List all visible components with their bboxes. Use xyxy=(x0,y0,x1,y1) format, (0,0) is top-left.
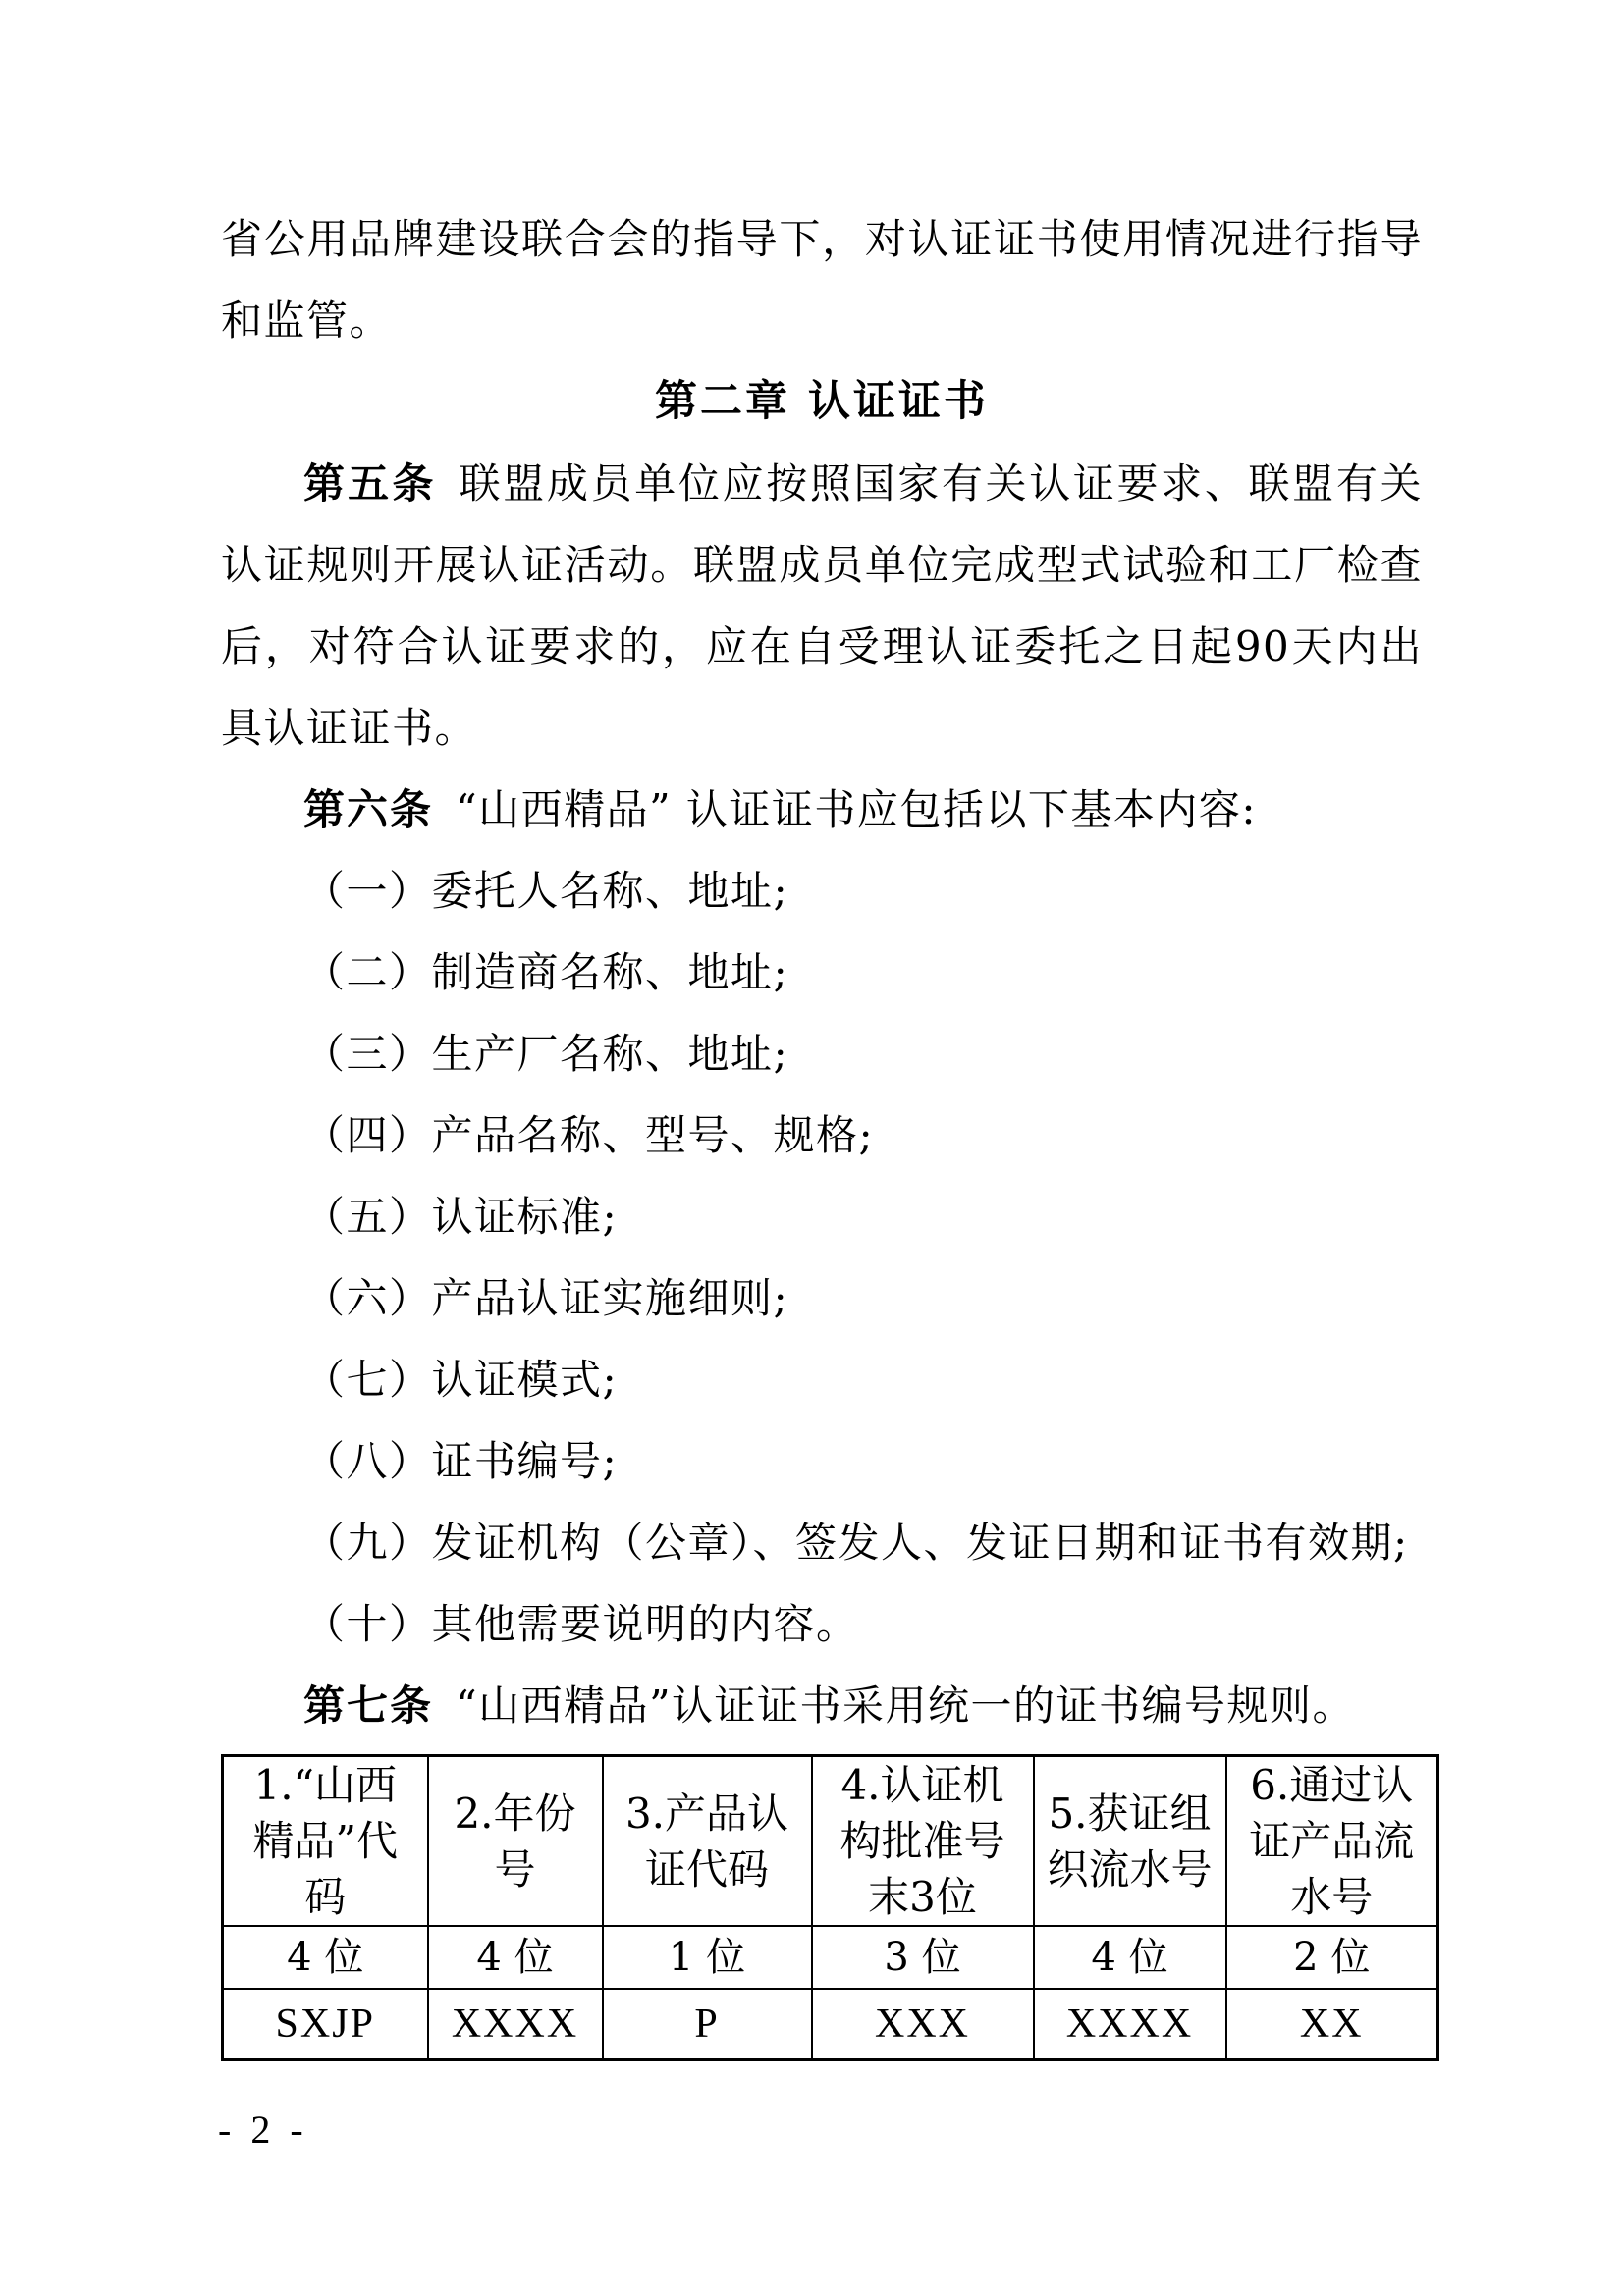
intro-paragraph: 省公用品牌建设联合会的指导下，对认证证书使用情况进行指导和监管。 xyxy=(221,215,1423,345)
article-6-item-5: （五）认证标准; xyxy=(303,1193,619,1241)
page-number: - 2 - xyxy=(218,2108,308,2152)
table-digits-row xyxy=(223,1926,1438,1989)
table-header-cell: 4.认证机构批准号末3位 xyxy=(812,1756,1034,1927)
table-code-cell: XXXX xyxy=(1034,1989,1226,2060)
table-digit-cell: 4 位 xyxy=(223,1926,428,1989)
article-6-item-1: （一）委托人名称、地址; xyxy=(303,867,789,915)
certificate-number-table xyxy=(221,1754,1439,2061)
table-digit-cell: 2 位 xyxy=(1226,1926,1438,1989)
article-6-item-4: （四）产品名称、型号、规格; xyxy=(303,1111,875,1159)
table-codes-row xyxy=(223,1989,1438,2060)
table-digit-cell: 4 位 xyxy=(428,1926,603,1989)
article-7-label: 第七条 xyxy=(303,1682,434,1730)
article-5-text: 联盟成员单位应按照国家有关认证要求、联盟有关认证规则开展认证活动。联盟成员单位完成型式试验和工厂检查后，对符合认证要求的，应在自受理认证委托之日起90天内出具认证证书。 xyxy=(221,459,1423,752)
article-6-item-10: （十）其他需要说明的内容。 xyxy=(303,1600,859,1648)
table-header-cell: 1.“山西精品”代码 xyxy=(223,1756,428,1927)
article-6-item-9: （九）发证机构（公章）、签发人、发证日期和证书有效期; xyxy=(303,1519,1409,1567)
article-7-paragraph xyxy=(221,1665,1423,1746)
article-6-paragraph xyxy=(221,769,1423,850)
article-6-item-6: （六）产品认证实施细则; xyxy=(303,1274,789,1322)
table-header-cell: 3.产品认证代码 xyxy=(603,1756,812,1927)
table-digit-cell: 3 位 xyxy=(812,1926,1034,1989)
article-6-text: “山西精品” 认证证书应包括以下基本内容: xyxy=(456,785,1258,833)
article-6-item-2: （二）制造商名称、地址; xyxy=(303,948,789,996)
article-6-item-7: （七）认证模式; xyxy=(303,1356,619,1404)
table-header-cell: 5.获证组织流水号 xyxy=(1034,1756,1226,1927)
article-6-item-3: （三）生产厂名称、地址; xyxy=(303,1030,789,1078)
article-7-text: “山西精品”认证证书采用统一的证书编号规则。 xyxy=(456,1682,1356,1730)
table-header-row xyxy=(223,1756,1438,1927)
article-6-label: 第六条 xyxy=(303,785,434,833)
table-code-cell: SXJP xyxy=(223,1989,428,2060)
table-digit-cell: 1 位 xyxy=(603,1926,812,1989)
table-header-cell: 2.年份号 xyxy=(428,1756,603,1927)
table-header-cell: 6.通过认证产品流水号 xyxy=(1226,1756,1438,1927)
table-code-cell: P xyxy=(603,1989,812,2060)
table-code-cell: XXX xyxy=(812,1989,1034,2060)
chapter-heading: 第二章 认证证书 xyxy=(655,377,989,426)
article-6-item-8: （八）证书编号; xyxy=(303,1437,619,1485)
article-5-paragraph xyxy=(221,443,1423,769)
table-code-cell: XXXX xyxy=(428,1989,603,2060)
article-5-label: 第五条 xyxy=(303,459,437,507)
text-area xyxy=(221,198,1423,2061)
table-digit-cell: 4 位 xyxy=(1034,1926,1226,1989)
table-code-cell: XX xyxy=(1226,1989,1438,2060)
